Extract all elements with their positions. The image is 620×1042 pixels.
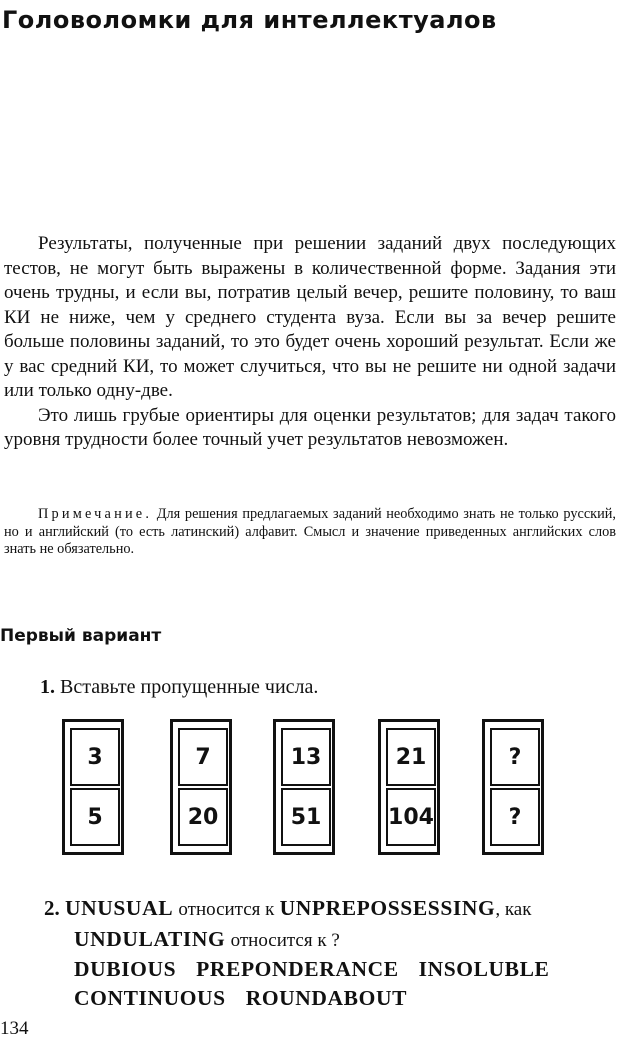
number-cell-top: 3 (70, 728, 120, 786)
intro-text (4, 232, 616, 453)
number-cell-bottom: 5 (70, 788, 120, 846)
question-2-number: 2. (44, 896, 60, 920)
question-2-line-2 (44, 925, 620, 956)
footnote (4, 506, 616, 559)
number-cell-top: 21 (386, 728, 436, 786)
question-2-line-1 (44, 894, 620, 925)
section-title: Первый вариант (0, 626, 162, 646)
question-1-number: 1. (40, 676, 55, 698)
note-label: Примечание. (38, 506, 153, 522)
question-1 (40, 676, 318, 699)
note-text: Для решения предлагаемых заданий необходимо знать не только русский, но и английский (то есть латинский) алфавит. Смысл и значение приведенных английских слов знать не обязательно. (4, 506, 616, 557)
number-cell-top: 13 (281, 728, 331, 786)
number-box (62, 719, 124, 855)
intro-paragraph-1: Результаты, полученные при решении заданий двух последующих тестов, не могут быть выражены в количественной форме. Задания эти очень трудны, и если вы, потратив целый вечер, решите половину, то ваш КИ не ниже, чем у среднего студента вуза. Если вы за вечер решите больше половины заданий, то это будет очень хороший результат. Если же у вас средний КИ, то может случиться, что вы не решите ни одной задачи или только одну-две. (4, 233, 616, 401)
number-cell-top: 7 (178, 728, 228, 786)
word-unusual: UNUSUAL (65, 896, 174, 920)
number-box (170, 719, 232, 855)
number-cell-top: ? (490, 728, 540, 786)
answer-options-line-1: DUBIOUS PREPONDERANCE INSOLUBLE (74, 957, 550, 981)
intro-paragraph-2: Это лишь грубые ориентиры для оценки результатов; для задач такого уровня трудности более точный учет результатов невозможен. (4, 404, 616, 450)
question-1-text: Вставьте пропущенные числа. (60, 676, 319, 698)
number-cell-bottom: 51 (281, 788, 331, 846)
answer-options-line-2: CONTINUOUS ROUNDABOUT (74, 985, 408, 1010)
word-undulating: UNDULATING (74, 926, 226, 951)
number-cell-bottom: 104 (386, 788, 436, 846)
page-number: 134 (0, 1018, 29, 1039)
relation-text: , как (495, 899, 532, 920)
word-unprepossessing: UNPREPOSSESSING (279, 896, 496, 920)
relation-text: относится к (178, 899, 275, 920)
number-cell-bottom: ? (490, 788, 540, 846)
number-box (378, 719, 440, 855)
number-box (482, 719, 544, 855)
number-cell-bottom: 20 (178, 788, 228, 846)
running-header: Головоломки для интеллектуалов (2, 6, 497, 34)
question-2 (44, 894, 620, 1012)
relation-text: относится к ? (230, 929, 340, 951)
number-box (273, 719, 335, 855)
